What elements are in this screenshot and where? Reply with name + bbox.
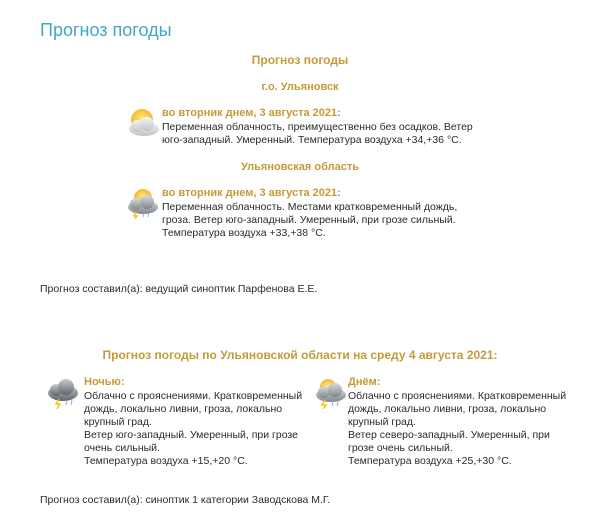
- forecast-line: Облачно с прояснениями. Кратковременный: [84, 390, 303, 402]
- forecast-line: Ветер северо-западный. Умеренный, при: [348, 429, 550, 441]
- forecast-line: очень сильный.: [84, 442, 160, 454]
- city-forecast: [162, 107, 492, 147]
- forecast-line: Ветер юго-западный. Умеренный, при грозе: [84, 429, 298, 441]
- forecast-line: юго-западный. Умеренный. Температура воздуха +34,+36 °С.: [162, 134, 462, 146]
- day-storm-icon: [310, 377, 350, 409]
- forecast-author: Прогноз составил(а): синоптик 1 категории Заводскова М.Г.: [40, 494, 331, 506]
- forecast-line: Температура воздуха +33,+38 °С.: [162, 227, 326, 239]
- forecast-line: Переменная облачность. Местами кратковременный дождь,: [162, 201, 458, 213]
- forecast-author: Прогноз составил(а): ведущий синоптик Парфенова Е.Е.: [40, 283, 318, 295]
- forecast-line: крупный град.: [84, 416, 152, 428]
- forecast-title: Прогноз погоды: [251, 53, 349, 67]
- night-label: Ночью:: [84, 376, 125, 388]
- forecast-line: дождь, локально ливни, гроза, локально: [84, 403, 283, 415]
- forecast-line: Облачно с прояснениями. Кратковременный: [348, 390, 567, 402]
- page-title: Прогноз погоды: [40, 20, 172, 40]
- night-storm-icon: [43, 377, 83, 409]
- forecast-line: Температура воздуха +25,+30 °С.: [348, 455, 512, 467]
- day-forecast: [348, 376, 578, 468]
- forecast-line: гроза. Ветер юго-западный. Умеренный, при грозе сильный.: [162, 214, 456, 226]
- city-title: г.о. Ульяновск: [261, 81, 339, 93]
- forecast-line: Температура воздуха +15,+20 °С.: [84, 455, 248, 467]
- region-title: Ульяновская область: [241, 161, 359, 173]
- forecast-line: Переменная облачность, преимущественно без осадков. Ветер: [162, 121, 473, 133]
- forecast-when: во вторник днем, 3 августа 2021:: [162, 107, 341, 119]
- sun-cloud-icon: [122, 107, 162, 139]
- forecast-line: грозе очень сильный.: [348, 442, 453, 454]
- night-forecast: [84, 376, 314, 468]
- day-label: Днём:: [348, 376, 381, 388]
- region-forecast-title: Прогноз погоды по Ульяновской области на среду 4 августа 2021:: [102, 348, 498, 362]
- forecast-when: во вторник днем, 3 августа 2021:: [162, 187, 341, 199]
- region-forecast: [162, 187, 492, 240]
- storm-cloud-icon: [122, 187, 162, 219]
- forecast-line: крупный град.: [348, 416, 416, 428]
- forecast-line: дождь, локально ливни, гроза, локально: [348, 403, 547, 415]
